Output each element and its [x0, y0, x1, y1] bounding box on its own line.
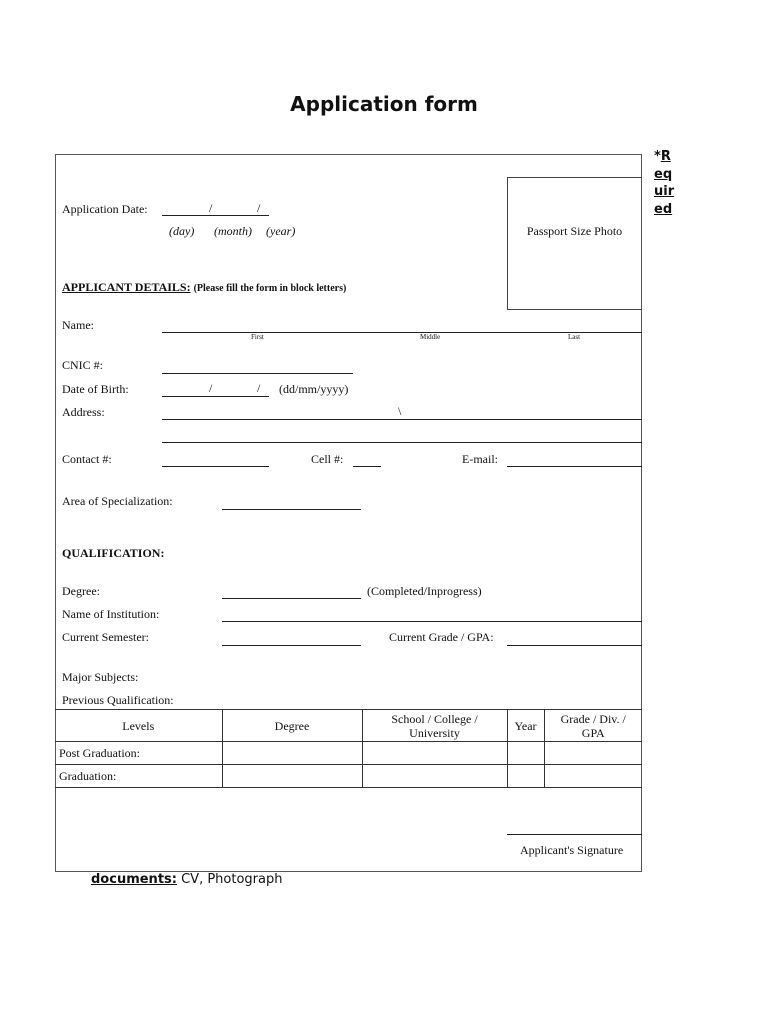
application-date-field[interactable]: [162, 215, 269, 216]
dob-label: Date of Birth:: [62, 382, 129, 396]
required-note: [654, 148, 678, 218]
degree-label: Degree:: [62, 584, 100, 598]
table-cell[interactable]: [507, 765, 544, 788]
table-header-cell: School / College / University: [362, 710, 507, 742]
table-header-row: [55, 710, 642, 742]
required-star: *: [654, 149, 661, 164]
date-month-hint: (month): [214, 224, 252, 238]
table-cell[interactable]: [362, 742, 507, 765]
institution-field[interactable]: [222, 621, 642, 622]
address-mark: \: [398, 404, 402, 418]
table-cell[interactable]: [507, 742, 544, 765]
application-date-label: Application Date:: [62, 202, 148, 216]
address-field-line1[interactable]: [162, 419, 642, 420]
degree-field[interactable]: [222, 598, 361, 599]
table-header-cell: Levels: [55, 710, 222, 742]
qualification-table: [55, 709, 642, 788]
date-year-hint: (year): [266, 224, 296, 238]
dob-separator: /: [209, 381, 213, 395]
major-subjects-label: Major Subjects:: [62, 670, 139, 684]
dob-format-hint: (dd/mm/yyyy): [279, 382, 349, 396]
table-header-cell: Degree: [222, 710, 362, 742]
degree-status-hint: (Completed/Inprogress): [367, 584, 482, 598]
table-cell[interactable]: [222, 765, 362, 788]
applicant-details-heading: [62, 280, 346, 295]
name-first-hint: First: [251, 333, 264, 341]
qualification-heading: QUALIFICATION:: [62, 546, 165, 560]
table-header-cell: Grade / Div. / GPA: [544, 710, 642, 742]
cell-field[interactable]: [353, 466, 381, 467]
photo-label: Passport Size Photo: [526, 224, 623, 238]
dob-field[interactable]: [162, 396, 269, 397]
email-label: E-mail:: [462, 452, 498, 466]
date-separator: /: [209, 201, 213, 215]
table-cell-level: Post Graduation:: [55, 742, 222, 765]
applicant-details-note: (Please fill the form in block letters): [193, 283, 347, 294]
signature-label: Applicant's Signature: [520, 843, 624, 857]
cnic-field[interactable]: [162, 373, 353, 374]
table-cell[interactable]: [544, 742, 642, 765]
gpa-field[interactable]: [507, 645, 642, 646]
semester-field[interactable]: [222, 645, 361, 646]
name-last-hint: Last: [568, 333, 581, 341]
table-row: [55, 765, 642, 788]
table-cell[interactable]: [222, 742, 362, 765]
email-field[interactable]: [507, 466, 642, 467]
table-cell[interactable]: [362, 765, 507, 788]
required-text: Required: [654, 149, 675, 217]
cnic-label: CNIC #:: [62, 358, 104, 372]
institution-label: Name of Institution:: [62, 607, 160, 621]
page-title: Application form: [290, 92, 478, 116]
specialization-field[interactable]: [222, 509, 361, 510]
date-separator: /: [257, 201, 261, 215]
contact-label: Contact #:: [62, 452, 112, 466]
address-field-line2[interactable]: [162, 442, 642, 443]
semester-label: Current Semester:: [62, 630, 149, 644]
cell-label: Cell #:: [311, 452, 344, 466]
name-label: Name:: [62, 318, 94, 332]
table-cell-level: Graduation:: [55, 765, 222, 788]
documents-value: CV, Photograph: [181, 872, 283, 887]
photo-box[interactable]: [507, 177, 642, 310]
specialization-label: Area of Specialization:: [62, 494, 173, 508]
name-middle-hint: Middle: [420, 333, 441, 341]
previous-qualification-label: Previous Qualification:: [62, 693, 174, 707]
signature-field[interactable]: [507, 834, 642, 835]
dob-separator: /: [257, 381, 261, 395]
documents-line: [91, 872, 282, 887]
table-cell[interactable]: [544, 765, 642, 788]
documents-label: documents:: [91, 872, 177, 887]
address-label: Address:: [62, 405, 105, 419]
gpa-label: Current Grade / GPA:: [389, 630, 494, 644]
table-row: [55, 742, 642, 765]
table-header-cell: Year: [507, 710, 544, 742]
applicant-details-title: APPLICANT DETAILS:: [62, 280, 191, 294]
date-day-hint: (day): [169, 224, 195, 238]
contact-field[interactable]: [162, 466, 269, 467]
